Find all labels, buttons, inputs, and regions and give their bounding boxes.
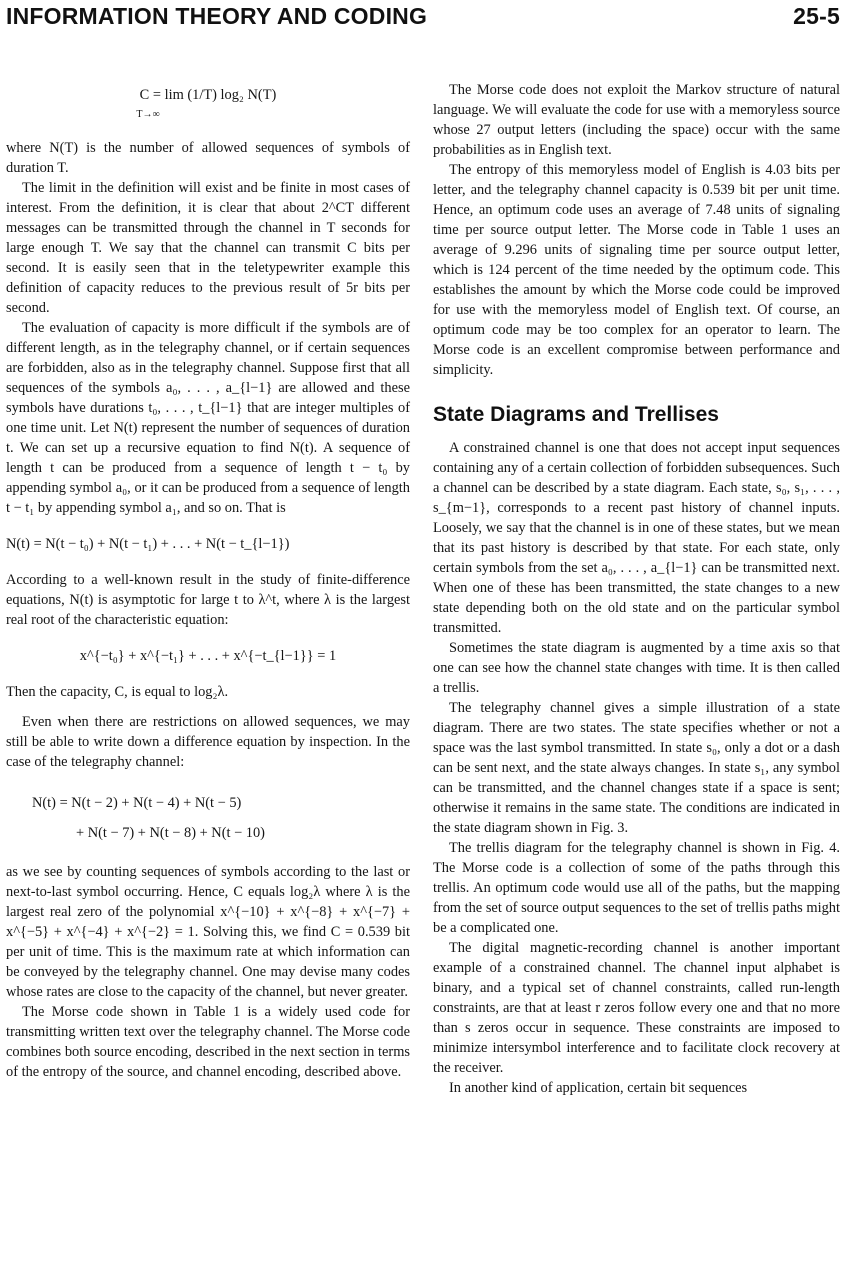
paragraph: The telegraphy channel gives a simple illustration of a state diagram. There are two states. The state specifies whether or not a space was the last symbol transmitted. In state s₀, only a dot or a dash can be sent next, and the state always changes. In state s₁, any symbol can be transmitted, and the channel changes state if a space is sent; otherwise it remains in the same state. The conditions are indicated in the state diagram shown in Fig. 3. [433, 700, 840, 836]
paragraph: In another kind of application, certain bit sequences [449, 1080, 748, 1096]
paragraph: as we see by counting sequences of symbols according to the last or next-to-last symbol occurring. Hence, C equals log₂λ where λ is the largest real zero of the polynomial x^{−10} + x^{−8} + x^{−7} + x^{−5} + x^{−4} + x^{−2} = 1. Solving this, we find C = 0.539 bit per unit of time. This is the maximum rate at which information can be conveyed by the telegraphy channel. One may devise many codes whose rates are close to the capacity of the channel, but never greater. [6, 864, 410, 1000]
section-heading: State Diagrams and Trellises [433, 403, 719, 426]
running-head [6, 3, 840, 31]
paragraph: The digital magnetic-recording channel is another important example of a constrained channel. The channel input alphabet is binary, and a typical set of channel constraints, called run-length constraints, are that at least r zeros follow every one and that no more than s zeros occur in sequence. These constraints are imposed to minimize intersymbol interference and to facilitate clock recovery at the receiver. [433, 940, 840, 1076]
paragraph: A constrained channel is one that does not accept input sequences containing any of a certain collection of forbidden subsequences. Such a channel can be described by a state diagram. Each state, s₀, s₁, . . . , s_{m−1}, corresponds to a recent past history of channel inputs. Loosely, we say that the channel is in one of these states, but we mean that its past history is described by that state. For each state, only certain symbols from the set a₀, . . . , a_{l−1} can be transmitted next. When one of these has been transmitted, the state changes to a new state depending both on the old state and on the particular symbol transmitted. [433, 440, 840, 636]
paragraph: The trellis diagram for the telegraphy channel is shown in Fig. 4. The Morse code is a collection of some of the paths through this trellis. An optimum code would use all of the paths, but the mapping from the set of source output sequences to the set of trellis paths might be a complicated one. [433, 840, 840, 936]
paragraph: Sometimes the state diagram is augmented by a time axis so that one can see how the channel state changes with time. It is then called a trellis. [433, 640, 840, 696]
paragraph: where N(T) is the number of allowed sequences of symbols of duration T. [6, 140, 410, 176]
page-number: 25-5 [793, 3, 840, 29]
paragraph: Then the capacity, C, is equal to log₂λ. [6, 684, 229, 700]
paragraph: The evaluation of capacity is more difficult if the symbols are of different length, as in the telegraphy channel, or if certain sequences are forbidden, also as in the telegraphy channel. Suppose first that all sequences of the symbols a₀, . . . , a_{l−1} are allowed and these symbols have durations t₀, . . . , t_{l−1} that are integer multiples of one time unit. Let N(t) represent the number of sequences of duration t. We can set up a recursive equation to find N(t). A sequence of length t can be produced from a sequence of length t − t₀ by appending symbol a₀, or it can be produced from a sequence of length t − t₁ by appending symbol a₁, and so on. That is [6, 320, 410, 516]
paragraph: Even when there are restrictions on allowed sequences, we may still be able to write down a difference equation by inspection. In the case of the telegraphy channel: [6, 714, 410, 770]
paragraph: According to a well-known result in the study of finite-difference equations, N(t) is asymptotic for large t to λ^t, where λ is the largest real root of the characteristic equation: [6, 572, 410, 628]
running-head-title: INFORMATION THEORY AND CODING [6, 3, 428, 29]
left-column [6, 80, 410, 1082]
characteristic-equation: x^{−t₀} + x^{−t₁} + . . . + x^{−t_{l−1}} = 1 [79, 648, 337, 664]
telegraphy-equation-line-1: N(t) = N(t − 2) + N(t − 4) + N(t − 5) [32, 795, 242, 811]
right-column [433, 80, 840, 1098]
paragraph: The limit in the definition will exist and be finite in most cases of interest. From the definition, it is clear that about 2^CT different messages can be transmitted through the channel in T seconds for large enough T. We say that the channel can transmit C bits per second. It is easily seen that in the teletypewriter example this definition of capacity reduces to the previous result of 5r bits per second. [6, 180, 410, 316]
capacity-equation [6, 86, 410, 124]
telegraphy-equation-line-2: + N(t − 7) + N(t − 8) + N(t − 10) [76, 825, 265, 841]
telegraphy-difference-equation [32, 788, 410, 848]
capacity-equation-limit: T→∞ [136, 109, 160, 120]
paragraph: The Morse code does not exploit the Markov structure of natural language. We will evaluate the code for use with a memoryless source whose 27 output letters (including the space) occur with the same probabilities as in English text. [433, 82, 840, 158]
capacity-equation-text: C = lim (1/T) log₂ N(T) [139, 87, 277, 103]
paragraph: The entropy of this memoryless model of English is 4.03 bits per letter, and the telegraphy channel capacity is 0.539 bit per unit time. Hence, an optimum code uses an average of 7.48 units of signaling time per source output letter. The Morse code in Table 1 uses an average of 9.296 units of signaling time per source output letter, which is 124 percent of the time needed by the optimum code. This establishes the amount by which the Morse code could be improved for use with the memoryless model of English text. Of course, an optimum code may be too complex for an operator to learn. The Morse code is an excellent compromise between performance and simplicity. [433, 162, 840, 378]
recursion-equation: N(t) = N(t − t₀) + N(t − t₁) + . . . + N(t − t_{l−1}) [6, 536, 290, 552]
paragraph: The Morse code shown in Table 1 is a widely used code for transmitting written text over the telegraphy channel. The Morse code combines both source encoding, described in the next section in terms of the entropy of the source, and channel encoding, described above. [6, 1004, 410, 1080]
